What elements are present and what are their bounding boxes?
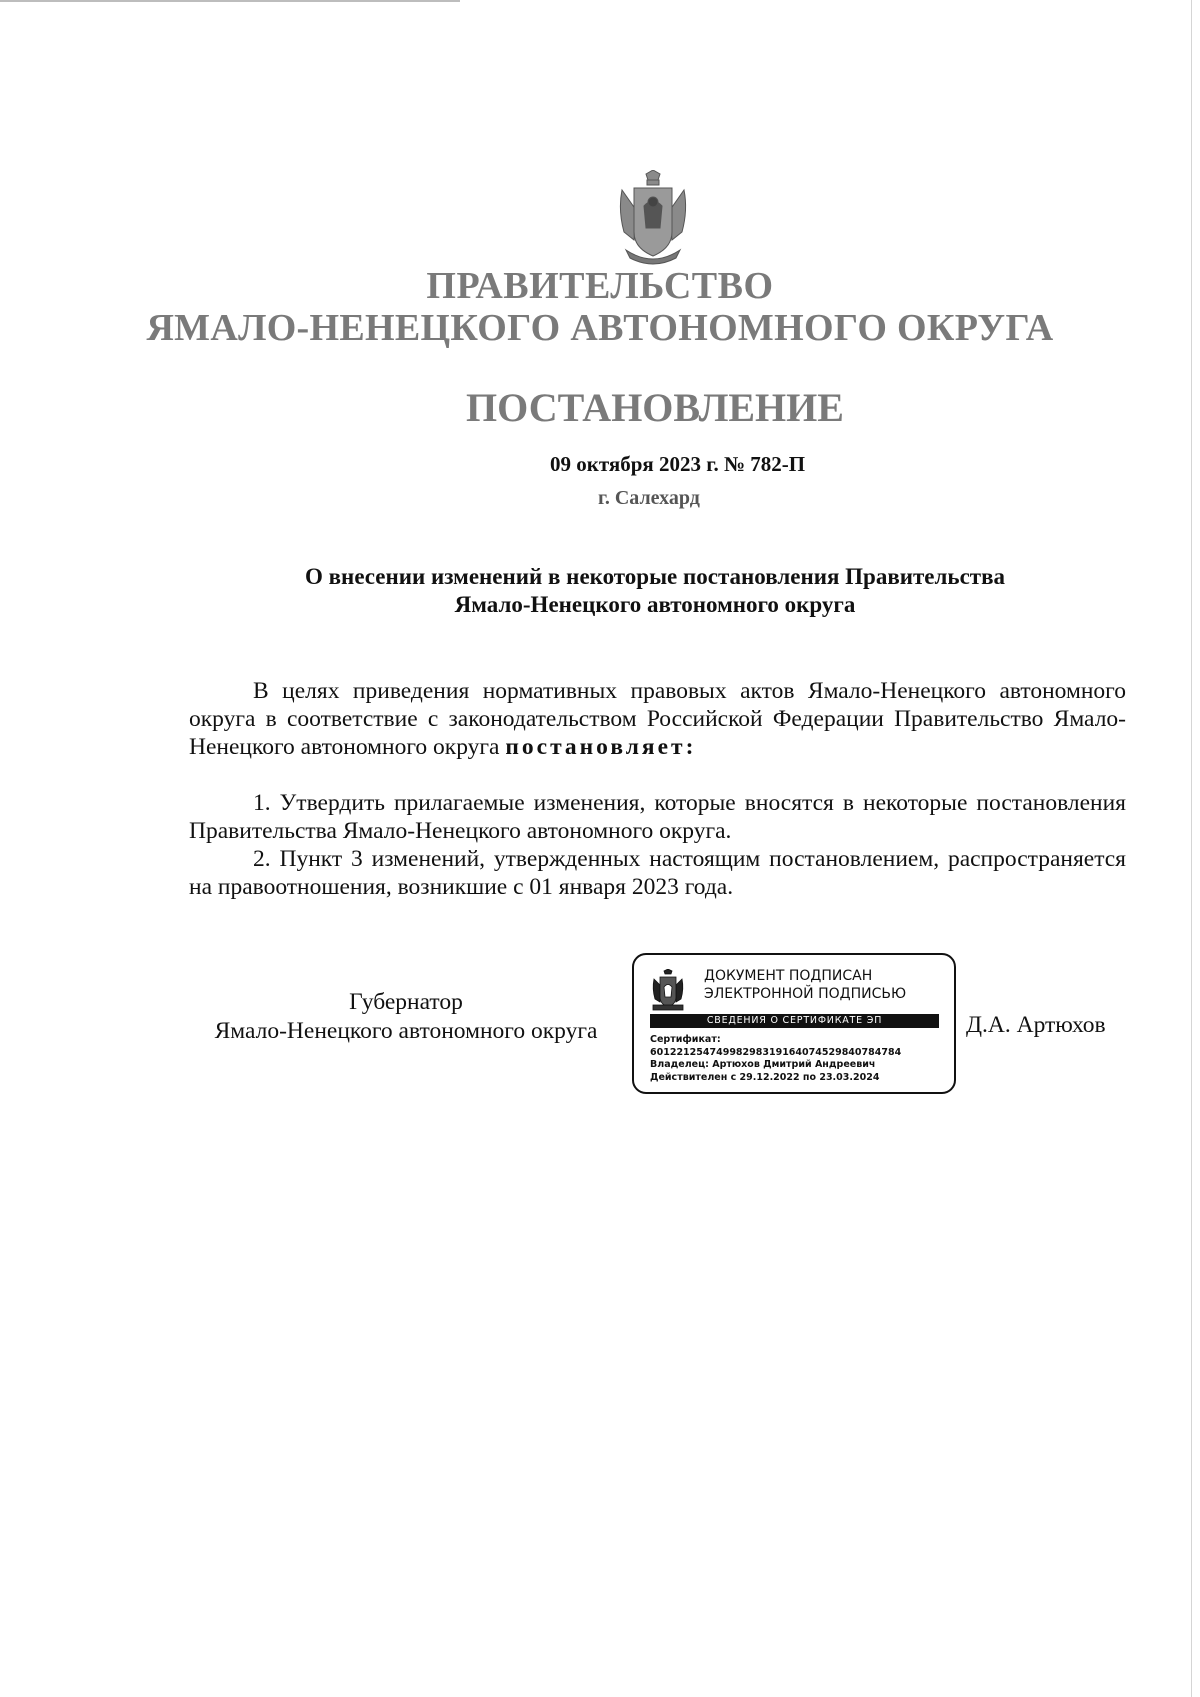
document-subject	[180, 563, 1130, 619]
item-1-paragraph: 1. Утвердить прилагаемые изменения, которые вносятся в некоторые постановления Правительства Ямало-Ненецкого автономного округа.	[189, 790, 1126, 844]
stamp-title-line2: ЭЛЕКТРОННОЙ ПОДПИСЬЮ	[704, 986, 907, 1002]
coat-of-arms-icon	[616, 170, 690, 268]
document-type-title: ПОСТАНОВЛЕНИЕ	[466, 385, 844, 430]
item-2-paragraph: 2. Пункт 3 изменений, утвержденных настоящим постановлением, распространяется на правоотношения, возникшие с 01 января 2023 года.	[189, 846, 1126, 900]
scan-edge	[1191, 0, 1192, 1697]
certificate-number: 60122125474998298319164074529840784784	[650, 1046, 902, 1058]
scan-edge	[0, 0, 460, 2]
certificate-validity: Действителен с 29.12.2022 по 23.03.2024	[650, 1071, 880, 1083]
preamble-keyword: постановляет:	[505, 734, 697, 760]
signatory-position	[186, 988, 626, 1046]
signatory-position-line1: Губернатор	[349, 989, 463, 1015]
preamble-paragraph	[189, 677, 1126, 761]
stamp-header	[704, 967, 944, 1003]
subject-line2: Ямало-Ненецкого автономного округа	[454, 592, 856, 617]
certificate-owner: Владелец: Артюхов Дмитрий Андреевич	[650, 1059, 876, 1070]
signatory-name: Д.А. Артюхов	[966, 1012, 1106, 1038]
stamp-title-line1: ДОКУМЕНТ ПОДПИСАН	[704, 968, 873, 984]
certificate-label: Сертификат:	[650, 1034, 721, 1045]
stamp-coat-of-arms-icon	[650, 969, 686, 1011]
preamble-text: В целях приведения нормативных правовых актов Ямало-Ненецкого автономного округа в соответствие с законодательством Российской Федерации Правительство Ямало-Ненецкого автономного округа	[189, 678, 1126, 760]
electronic-signature-stamp	[632, 953, 956, 1094]
stamp-certificate-bar: СВЕДЕНИЯ О СЕРТИФИКАТЕ ЭП	[650, 1014, 939, 1028]
government-name-line1: ПРАВИТЕЛЬСТВО	[426, 265, 774, 307]
signatory-position-line2: Ямало-Ненецкого автономного округа	[214, 1018, 598, 1044]
stamp-certificate-info	[650, 1034, 945, 1084]
document-date-number: 09 октября 2023 г. № 782-П	[550, 452, 806, 476]
document-city: г. Салехард	[598, 487, 700, 509]
subject-line1: О внесении изменений в некоторые постановления Правительства	[305, 564, 1005, 589]
government-name-line2: ЯМАЛО-НЕНЕЦКОГО АВТОНОМНОГО ОКРУГА	[146, 307, 1054, 349]
